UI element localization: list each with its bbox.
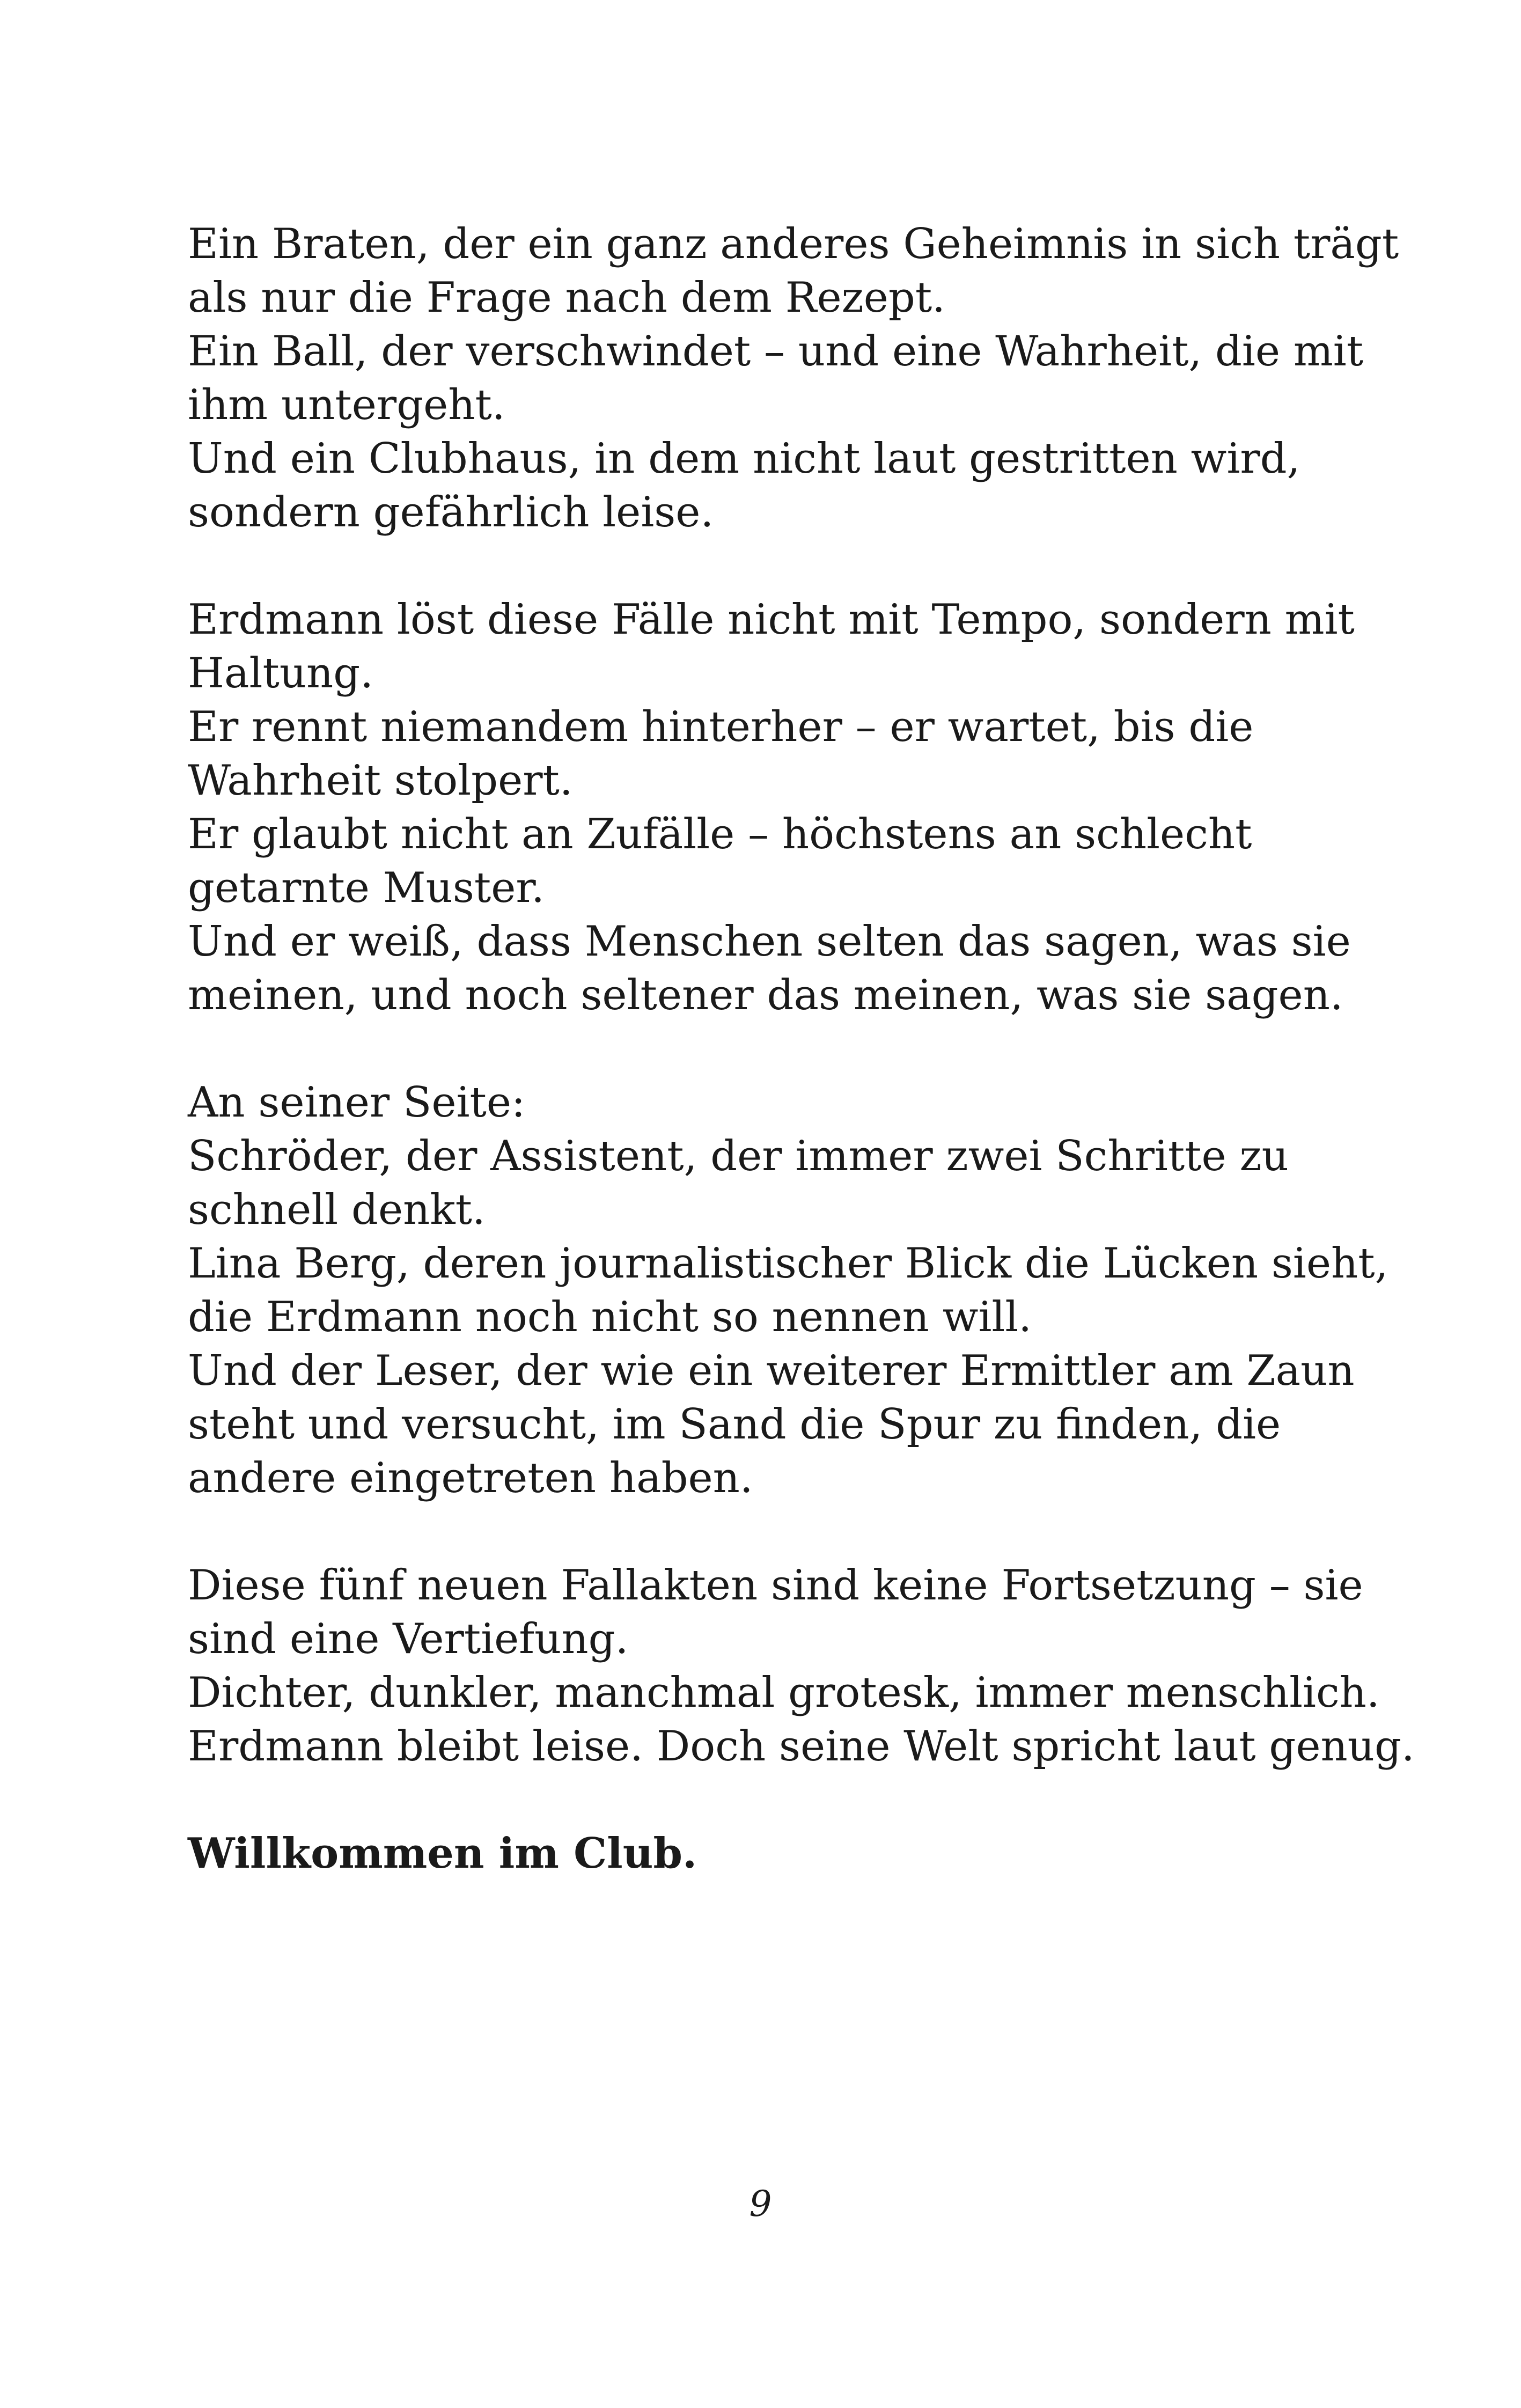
- text-line: andere eingetreten haben.: [188, 1454, 753, 1502]
- closing-line: Willkommen im Club.: [188, 1829, 697, 1878]
- text-line: ihm untergeht.: [188, 381, 505, 429]
- text-line: Lina Berg, deren journalistischer Blick die Lücken sieht,: [188, 1239, 1388, 1288]
- text-line: steht und versucht, im Sand die Spur zu finden, die: [188, 1400, 1281, 1449]
- paragraph-2: [188, 593, 1357, 1022]
- text-line: Ein Braten, der ein ganz anderes Geheimnis in sich trägt: [188, 220, 1399, 268]
- text-line: schnell denkt.: [188, 1186, 486, 1234]
- text-line: Diese fünf neuen Fallakten sind keine Fortsetzung – sie: [188, 1561, 1363, 1610]
- paragraph-4: [188, 1559, 1415, 1773]
- text-line: sind eine Vertiefung.: [188, 1615, 629, 1663]
- text-line: die Erdmann noch nicht so nennen will.: [188, 1293, 1032, 1341]
- text-line: Wahrheit stolpert.: [188, 757, 573, 805]
- text-line: Erdmann löst diese Fälle nicht mit Tempo, sondern mit: [188, 596, 1355, 644]
- text-line: Er glaubt nicht an Zufälle – höchstens an schlecht: [188, 810, 1252, 858]
- body-text: [188, 217, 1415, 1881]
- text-line: Er rennt niemandem hinterher – er wartet, bis die: [188, 703, 1254, 751]
- text-line: getarnte Muster.: [188, 864, 545, 912]
- text-line: Dichter, dunkler, manchmal grotesk, immer menschlich.: [188, 1669, 1380, 1717]
- text-line: Und er weiß, dass Menschen selten das sagen, was sie: [188, 917, 1351, 966]
- text-line: An seiner Seite:: [188, 1078, 526, 1127]
- text-line: Und der Leser, der wie ein weiterer Ermittler am Zaun: [188, 1347, 1355, 1395]
- paragraph-1: [188, 217, 1399, 539]
- page-number: 9: [749, 2183, 772, 2225]
- text-line: meinen, und noch seltener das meinen, was sie sagen.: [188, 971, 1343, 1019]
- text-line: Erdmann bleibt leise. Doch seine Welt spricht laut genug.: [188, 1722, 1415, 1771]
- paragraph-3: [188, 1076, 1388, 1505]
- text-line: Schröder, der Assistent, der immer zwei Schritte zu: [188, 1132, 1289, 1180]
- text-line: als nur die Frage nach dem Rezept.: [188, 274, 945, 322]
- text-line: Und ein Clubhaus, in dem nicht laut gestritten wird,: [188, 435, 1300, 483]
- text-line: Ein Ball, der verschwindet – und eine Wahrheit, die mit: [188, 327, 1364, 376]
- text-line: sondern gefährlich leise.: [188, 488, 714, 537]
- text-line: Haltung.: [188, 649, 374, 698]
